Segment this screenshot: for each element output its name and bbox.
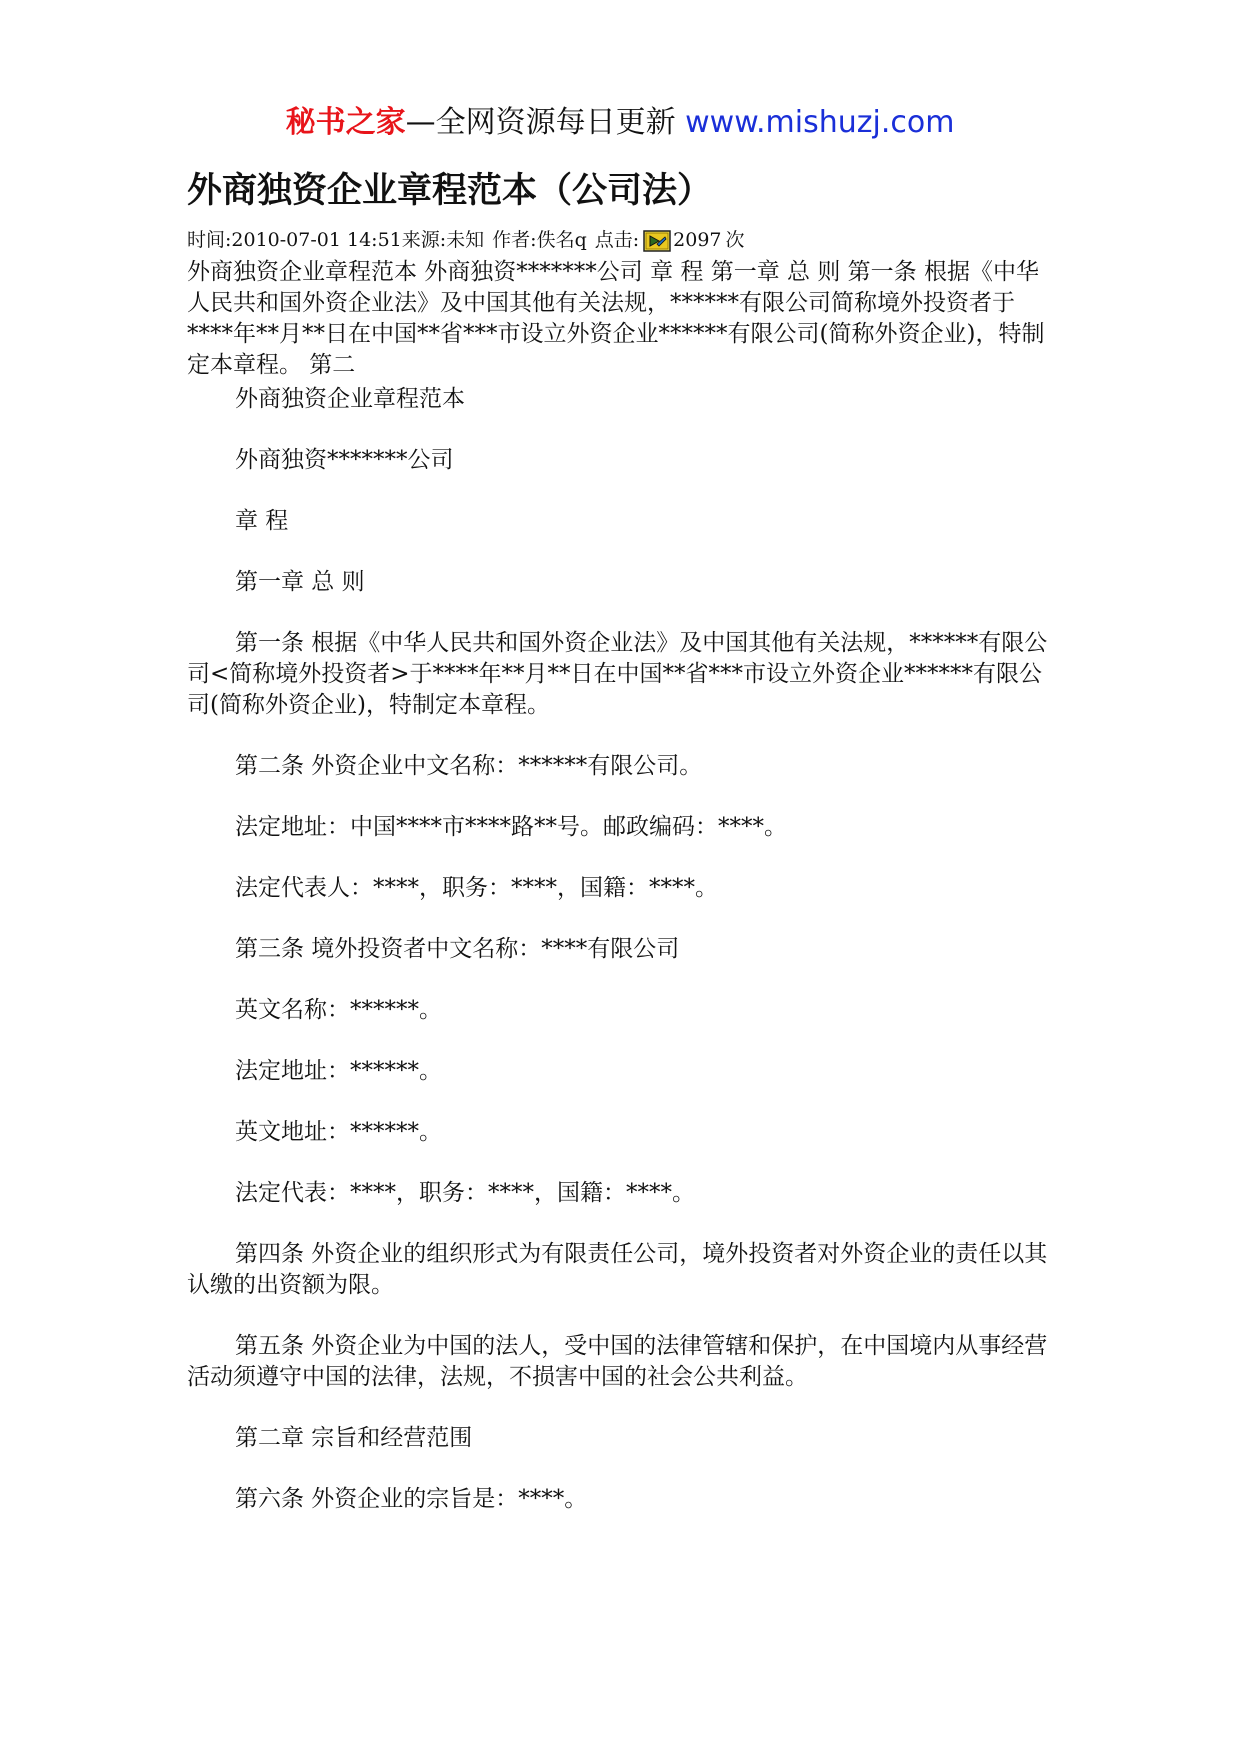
clicks-label: 点击: [594, 229, 640, 251]
body-paragraph: 英文名称：******。 [235, 997, 442, 1023]
body-paragraph: 第一章 总 则 [235, 569, 365, 595]
time-label: 时间: [187, 229, 232, 251]
author-label: 作者: [492, 229, 537, 251]
site-banner [0, 101, 1240, 145]
site-url-link[interactable]: www.mishuzj.com [685, 105, 955, 140]
clicks-counter-icon [643, 229, 671, 251]
author-value: 佚名q [536, 229, 587, 251]
clicks-value: 2097 [673, 229, 722, 251]
body-paragraph: 第二章 宗旨和经营范围 [235, 1425, 473, 1451]
source-value: 未知 [446, 229, 485, 251]
article-summary: 外商独资企业章程范本 外商独资*******公司 章 程 第一章 总 则 第一条 根据《中华人民共和国外资企业法》及中国其他有关法规，******有限公司简称境外投资者于****年**月**日在中国**省***市设立外资企业******有限公司(简称外资企业)，特制定本章程。 第二 [187, 259, 1045, 378]
body-paragraph: 第三条 境外投资者中文名称：****有限公司 [235, 936, 680, 962]
source-label: 来源: [401, 229, 447, 251]
body-paragraph: 法定地址：******。 [235, 1058, 442, 1084]
body-paragraph: 章 程 [235, 508, 289, 534]
body-paragraph: 法定地址：中国****市****路**号。邮政编码：****。 [235, 814, 787, 840]
time-value: 2010-07-01 14:51 [231, 229, 402, 251]
article-title: 外商独资企业章程范本（公司法） [187, 171, 713, 211]
body-paragraph: 第六条 外资企业的宗旨是：****。 [235, 1486, 588, 1512]
body-paragraph: 英文地址：******。 [235, 1119, 442, 1145]
body-paragraph: 第五条 外资企业为中国的法人，受中国的法律管辖和保护，在中国境内从事经营活动须遵守中国的法律，法规，不损害中国的社会公共利益。 [187, 1333, 1048, 1390]
body-paragraph: 第四条 外资企业的组织形式为有限责任公司，境外投资者对外资企业的责任以其认缴的出资额为限。 [187, 1241, 1048, 1298]
body-paragraph: 外商独资企业章程范本 [235, 386, 465, 412]
article-meta [187, 223, 1053, 257]
article [187, 163, 1053, 1545]
body-paragraph: 外商独资*******公司 [235, 447, 454, 473]
article-body [187, 384, 1053, 1515]
clicks-unit: 次 [725, 229, 745, 251]
site-brand: 秘书之家 [285, 105, 406, 140]
body-paragraph: 第一条 根据《中华人民共和国外资企业法》及中国其他有关法规，******有限公司<简称境外投资者>于****年**月**日在中国**省***市设立外资企业******有限公司(简称外资企业)，特制定本章程。 [187, 630, 1048, 718]
body-paragraph: 法定代表人：****，职务：****，国籍：****。 [235, 875, 718, 901]
body-paragraph: 第二条 外资企业中文名称：******有限公司。 [235, 753, 703, 779]
site-tagline: —全网资源每日更新 [405, 105, 686, 140]
body-paragraph: 法定代表：****，职务：****，国籍：****。 [235, 1180, 695, 1206]
